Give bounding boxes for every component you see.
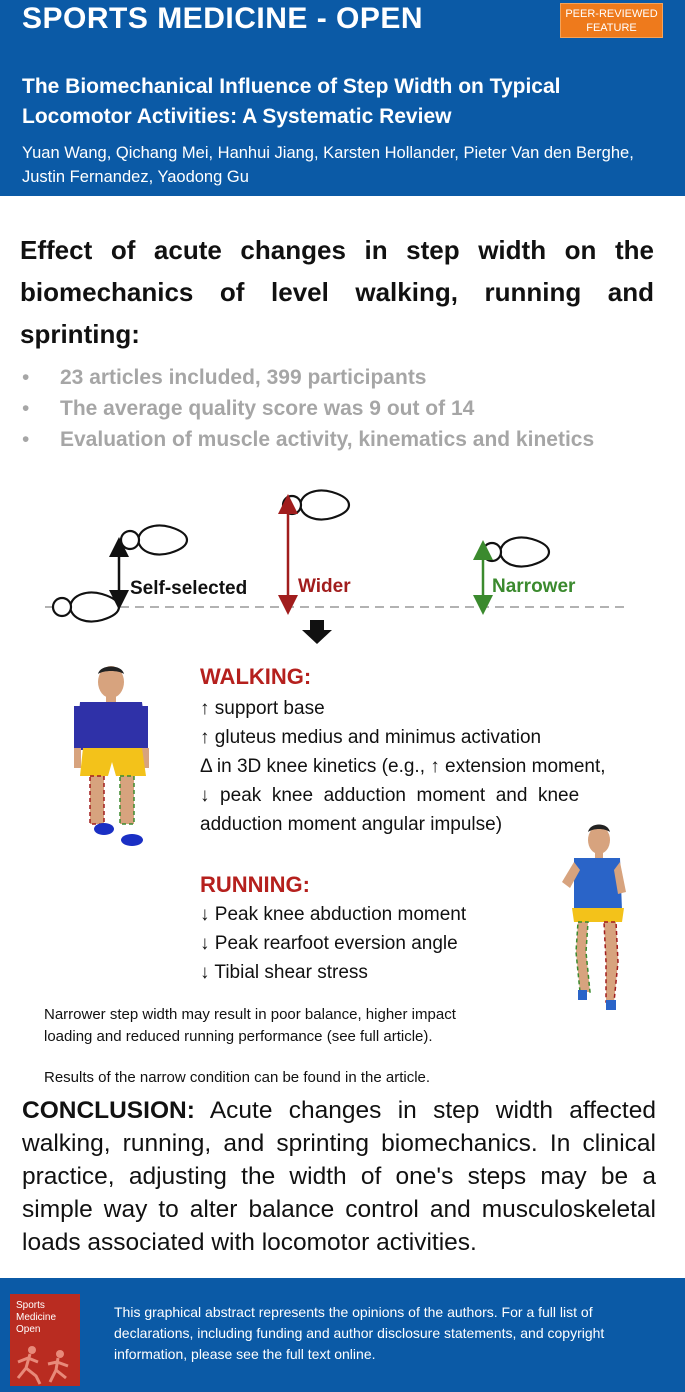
footer-disclaimer: This graphical abstract represents the opinions of the authors. For a full list of declarations, including funding and author disclosure statements, and copyright information, please see the full text online. xyxy=(114,1304,605,1362)
footprints-graphic xyxy=(0,480,685,660)
footprint-bottom-icon xyxy=(53,593,119,622)
cover-runner-icon xyxy=(10,1342,80,1386)
narrow-note-line: loading and reduced running performance (see full article). xyxy=(44,1028,433,1045)
label-narrower: Narrower xyxy=(492,576,576,597)
walking-line: Δ in 3D knee kinetics (e.g., ↑ extension moment, xyxy=(200,756,606,777)
bullet-symbol: • xyxy=(22,428,30,451)
walking-line: ↓ peak knee adduction moment and knee xyxy=(200,785,580,806)
main-heading: Effect of acute changes in step width on the biomechanics of level walking, running and sprinting: xyxy=(20,235,654,349)
article-authors: Yuan Wang, Qichang Mei, Hanhui Jiang, Karsten Hollander, Pieter Van den Berghe, Justin Fernandez, Yaodong Gu xyxy=(22,144,634,186)
badge-line-1: PEER-REVIEWED xyxy=(565,8,658,20)
walking-line: ↑ support base xyxy=(200,698,325,719)
down-arrow-icon xyxy=(302,620,332,644)
bullet-text: 23 articles included, 399 participants xyxy=(60,366,427,389)
label-self-selected: Self-selected xyxy=(130,578,248,599)
running-heading: RUNNING: xyxy=(200,872,310,897)
journal-name: SPORTS MEDICINE - OPEN xyxy=(22,2,424,35)
narrow-note xyxy=(44,1004,456,1048)
running-figure-icon xyxy=(552,822,632,1022)
running-line: ↓ Peak rearfoot eversion angle xyxy=(200,933,458,954)
peer-reviewed-badge xyxy=(560,3,663,38)
walking-line: ↑ gluteus medius and minimus activation xyxy=(200,727,542,748)
footer-banner xyxy=(0,1278,685,1392)
bullet-symbol: • xyxy=(22,397,30,420)
cover-title-line: Open xyxy=(16,1324,41,1335)
bullet-text: The average quality score was 9 out of 14 xyxy=(60,397,475,420)
conclusion-label: CONCLUSION: xyxy=(22,1097,195,1124)
walking-findings xyxy=(200,694,660,839)
header-banner xyxy=(0,0,685,196)
cover-title-line: Sports xyxy=(16,1300,45,1311)
cover-title xyxy=(16,1300,56,1336)
badge-line-2: FEATURE xyxy=(586,22,637,34)
footprint-self-selected-icon xyxy=(121,526,187,555)
bullet-item xyxy=(22,424,672,455)
footprint-narrower-icon xyxy=(483,538,549,567)
journal-cover-thumbnail xyxy=(10,1294,80,1386)
conclusion-text: Acute changes in step width affected walking, running, and sprinting biomechanics. In clinical practice, adjusting the width of one's steps may be a simple way to alter balance control and musculoskeletal loads associated with locomotor activities. xyxy=(22,1097,656,1256)
walking-heading: WALKING: xyxy=(200,664,312,689)
bullet-item xyxy=(22,393,672,424)
cover-title-line: Medicine xyxy=(16,1312,57,1323)
bullet-symbol: • xyxy=(22,366,30,389)
walking-figure-icon xyxy=(66,662,166,852)
step-width-diagram xyxy=(0,480,685,660)
running-findings xyxy=(200,900,466,987)
narrow-note-line: Narrower step width may result in poor balance, higher impact xyxy=(44,1006,456,1023)
results-note: Results of the narrow condition can be found in the article. xyxy=(44,1069,431,1086)
conclusion xyxy=(22,1094,656,1259)
summary-bullets xyxy=(22,362,672,455)
running-line: ↓ Peak knee abduction moment xyxy=(200,904,467,925)
bullet-text: Evaluation of muscle activity, kinematics and kinetics xyxy=(60,428,595,451)
bullet-item xyxy=(22,362,672,393)
walking-line: adduction moment angular impulse) xyxy=(200,814,503,835)
article-title: The Biomechanical Influence of Step Width on Typical Locomotor Activities: A Systematic Review xyxy=(22,75,561,128)
running-line: ↓ Tibial shear stress xyxy=(200,962,368,983)
label-wider: Wider xyxy=(298,576,351,597)
footprint-wider-icon xyxy=(283,491,349,520)
